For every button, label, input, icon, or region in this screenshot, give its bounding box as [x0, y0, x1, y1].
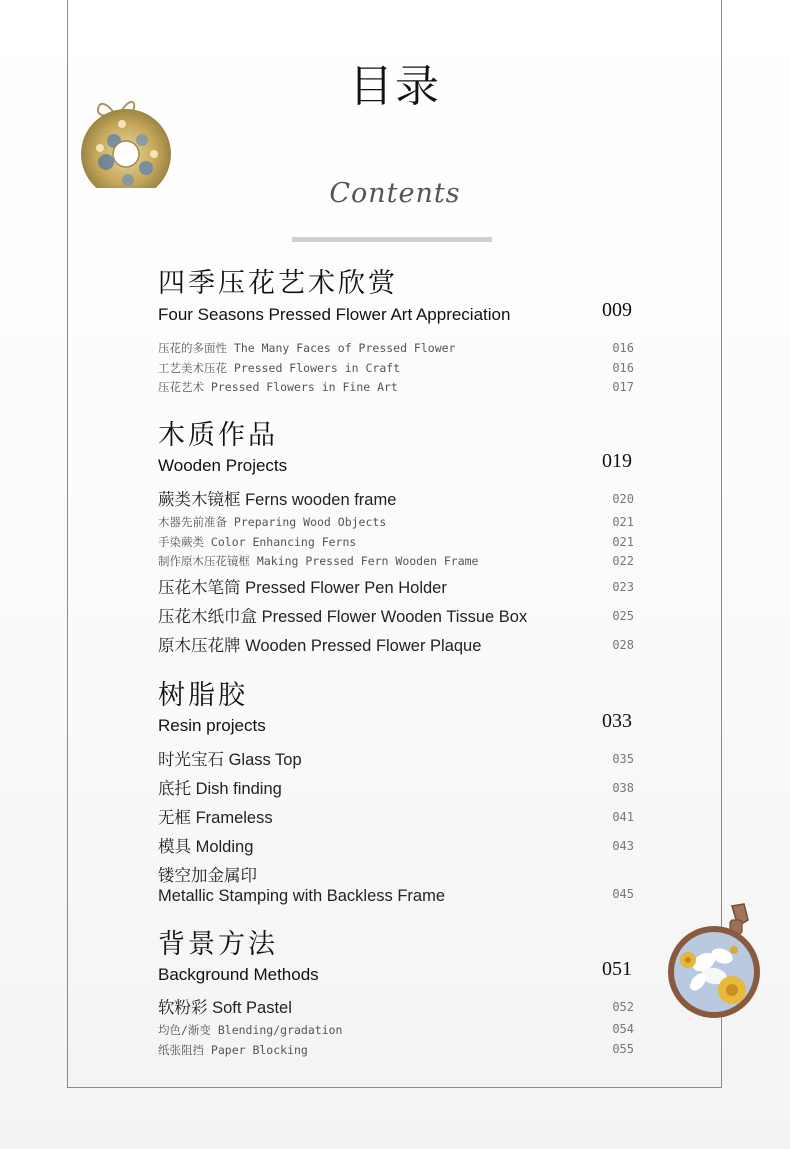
title-divider	[292, 237, 492, 242]
toc-entry-page: 021	[612, 515, 634, 529]
page-title-en: Contents	[329, 178, 461, 209]
toc-entry-page: 023	[612, 580, 634, 594]
round-flower-pendant-icon	[664, 900, 764, 1022]
toc-entry: 木器先前准备 Preparing Wood Objects	[158, 515, 387, 529]
toc-entry-page: 041	[612, 810, 634, 824]
toc-entry-page: 043	[612, 839, 634, 853]
section-title-en: Resin projects	[158, 716, 266, 735]
toc-entry-page: 021	[612, 535, 634, 549]
toc-entry-page: 038	[612, 781, 634, 795]
toc-entry: 软粉彩 Soft Pastel	[158, 999, 292, 1017]
toc-entry: 压花的多面性 The Many Faces of Pressed Flower	[158, 341, 456, 355]
toc-entry: 时光宝石 Glass Top	[158, 751, 302, 769]
toc-entry-page: 022	[612, 554, 634, 568]
section-page: 019	[602, 450, 632, 472]
toc-entry: 压花木笔筒 Pressed Flower Pen Holder	[158, 579, 447, 597]
toc-entry: 手染蕨类 Color Enhancing Ferns	[158, 535, 357, 549]
section-title-cn: 木质作品	[158, 420, 278, 451]
toc-entry-page: 035	[612, 752, 634, 766]
toc-entry: 压花木纸巾盒 Pressed Flower Wooden Tissue Box	[158, 608, 528, 626]
toc-entry: 压花艺术 Pressed Flowers in Fine Art	[158, 380, 398, 394]
section-page: 051	[602, 958, 632, 980]
toc-entry: 镂空加金属印	[158, 867, 257, 885]
toc-entry: 无框 Frameless	[158, 809, 273, 827]
toc-entry: 制作原木压花镜框 Making Pressed Fern Wooden Frame	[158, 554, 479, 568]
section-page: 009	[602, 299, 632, 321]
toc-entry-page: 020	[612, 492, 634, 506]
section-title-en: Four Seasons Pressed Flower Art Appreciation	[158, 305, 511, 324]
toc-entry-page: 055	[612, 1042, 634, 1056]
toc-entry: 原木压花牌 Wooden Pressed Flower Plaque	[158, 637, 482, 655]
toc-entry-page: 045	[612, 887, 634, 901]
toc-entry: 蕨类木镜框 Ferns wooden frame	[158, 491, 397, 509]
section-title-en: Wooden Projects	[158, 456, 288, 475]
toc-entry: 底托 Dish finding	[158, 780, 282, 798]
toc-entry: 模具 Molding	[158, 838, 254, 856]
toc-entry-page: 017	[612, 380, 634, 394]
toc-entry-page: 052	[612, 1000, 634, 1014]
toc-entry-page: 016	[612, 341, 634, 355]
toc-entry: 均色/渐变 Blending/gradation	[158, 1023, 343, 1037]
section-title-cn: 树脂胶	[158, 680, 248, 711]
toc-entry-page: 054	[612, 1022, 634, 1036]
toc-entry: 工艺美术压花 Pressed Flowers in Craft	[158, 361, 401, 375]
page-title-cn: 目录	[349, 61, 441, 112]
toc-entry-page: 028	[612, 638, 634, 652]
toc-entry: 纸张阻挡 Paper Blocking	[158, 1043, 308, 1057]
toc-entry-page: 025	[612, 609, 634, 623]
section-title-cn: 四季压花艺术欣赏	[158, 268, 398, 299]
section-title-en: Background Methods	[158, 965, 319, 984]
section-title-cn: 背景方法	[158, 929, 278, 960]
toc-entry-line2: Metallic Stamping with Backless Frame	[158, 887, 446, 905]
toc-entry-page: 016	[612, 361, 634, 375]
section-page: 033	[602, 710, 632, 732]
